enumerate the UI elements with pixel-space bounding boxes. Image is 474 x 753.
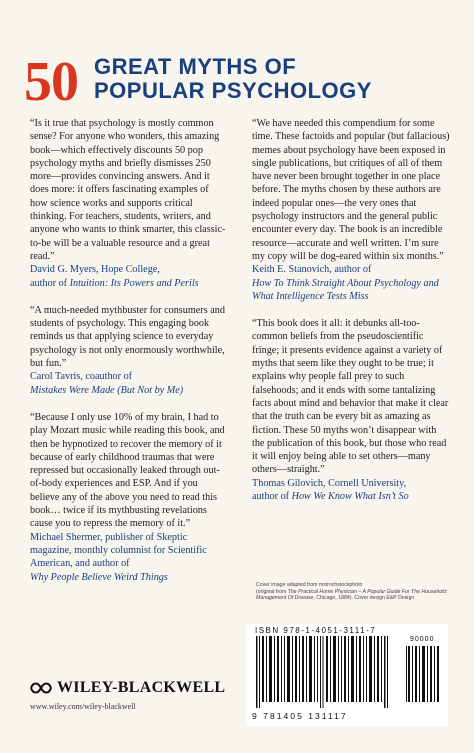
isbn-label: ISBN 978-1-4051-3111-7 xyxy=(255,626,377,635)
blurb-attribution-prefix: author of xyxy=(30,277,70,289)
title-line-2: POPULAR PSYCHOLOGY xyxy=(94,78,372,103)
blurb xyxy=(30,411,228,584)
blurb-attribution: Thomas Gilovich, Cornell University, xyxy=(252,477,407,489)
blurb xyxy=(252,117,450,303)
barcode-addon: 90000 xyxy=(410,636,435,643)
blurb-quote: “We have needed this compendium for some time. These factoids and popular (but fallacious) memes about psychology have been exposed in single publications, but critiques of all of them have never been brought together in one place before. The myths chosen by these authors are indeed popular ones—the very ones that psychology instructors and the general public encounter every day. The book is an incredible resource—accurate and well written. I’m sure my copy will be dog-eared within six months.” xyxy=(252,118,450,262)
title-line-1: GREAT MYTHS OF xyxy=(94,54,297,79)
blurb-book-title: Intuition: Its Powers and Perils xyxy=(69,277,199,289)
blurb xyxy=(30,304,228,397)
credits-line-2-suffix: , Chicago, 1884). Cover design E&P Design xyxy=(313,595,415,602)
book-title xyxy=(94,55,372,103)
left-column xyxy=(30,117,228,598)
publisher-url[interactable]: www.wiley.com/wiley-blackwell xyxy=(30,702,136,711)
blurb-attribution: Keith E. Stanovich, author of xyxy=(252,264,372,276)
barcode-number: 9 781405 131117 xyxy=(252,711,348,721)
blurb-quote: “A much-needed mythbuster for consumers and students of psychology. This engaging book reminds us that applying science to everyday psychology is not only enormously worthwhile, but fun.” xyxy=(30,304,225,370)
title-number: 50 xyxy=(24,51,78,113)
blurb xyxy=(252,317,450,503)
barcode-icon xyxy=(256,636,440,708)
blurb-book-title: How We Know What Isn’t So xyxy=(291,491,409,503)
blurb-quote: “Because I only use 10% of my brain, I had to play Mozart music while reading this book, and then be hypnotized to recover the memory of it because of early childhood traumas that were repressed but occasionally leaked through out-of-body experiences and ESP. And if you believe any of the above you need to read this book… twice if its mythbusting revelations cause you to repress the memory of it.” xyxy=(30,411,225,530)
blurb-quote: “Is it true that psychology is mostly common sense? For anyone who wonders, this amazing book—which effectively discounts 50 pop psychology myths and briefly dismisses 250 more—provides convincing answers. And it does more: it offers fascinating examples of how science works and supports critical thinking. For teachers, students, writers, and anyone who wants to think smarter, this classic-to-be will be a valuable resource and a great read.” xyxy=(30,118,226,262)
blurb-quote: “This book does it all: it debunks all-too-common beliefs from the pseudoscientific fringe; it presents evidence against a variety of myths that seem like they ought to be true; it explains why people fall prey to such falsehoods; and it ends with some tantalizing facts about mind and behavior that make it clear that the truth can be every bit as amazing as fiction. These 50 myths won’t disappear with the publication of this book, but those who read it will enjoy being able to set others—many others—straight.” xyxy=(252,318,449,476)
publisher-logo xyxy=(30,679,225,697)
credits-source-title: The Practical Home Physician – A Popular Guide For The Household Management Of Disease xyxy=(256,588,447,602)
publisher-name: WILEY-BLACKWELL xyxy=(57,679,226,696)
blurb-book-title: Why People Believe Weird Things xyxy=(30,571,168,583)
blurb-book-title: Mistakes Were Made (But Not by Me) xyxy=(30,384,184,396)
blurb-attribution: David G. Myers, Hope College, xyxy=(30,264,160,276)
right-column xyxy=(252,117,450,517)
cover-credits xyxy=(256,582,456,602)
blurb xyxy=(30,117,228,290)
blurb-attribution: Michael Shermer, publisher of Skeptic magazine, monthly columnist for Scientific American, and author of xyxy=(30,531,207,570)
credits-line-2-prefix: (original from xyxy=(256,588,288,595)
blurb-attribution: Carol Tavris, coauthor of xyxy=(30,371,133,383)
blurb-attribution-prefix: author of xyxy=(252,491,292,503)
credits-line-1: Cover image adapted from mstrochstockphoto xyxy=(256,582,363,588)
wiley-mark-icon xyxy=(30,681,52,695)
blurb-book-title: How To Think Straight About Psychology and What Intelligence Tests Miss xyxy=(252,277,439,302)
